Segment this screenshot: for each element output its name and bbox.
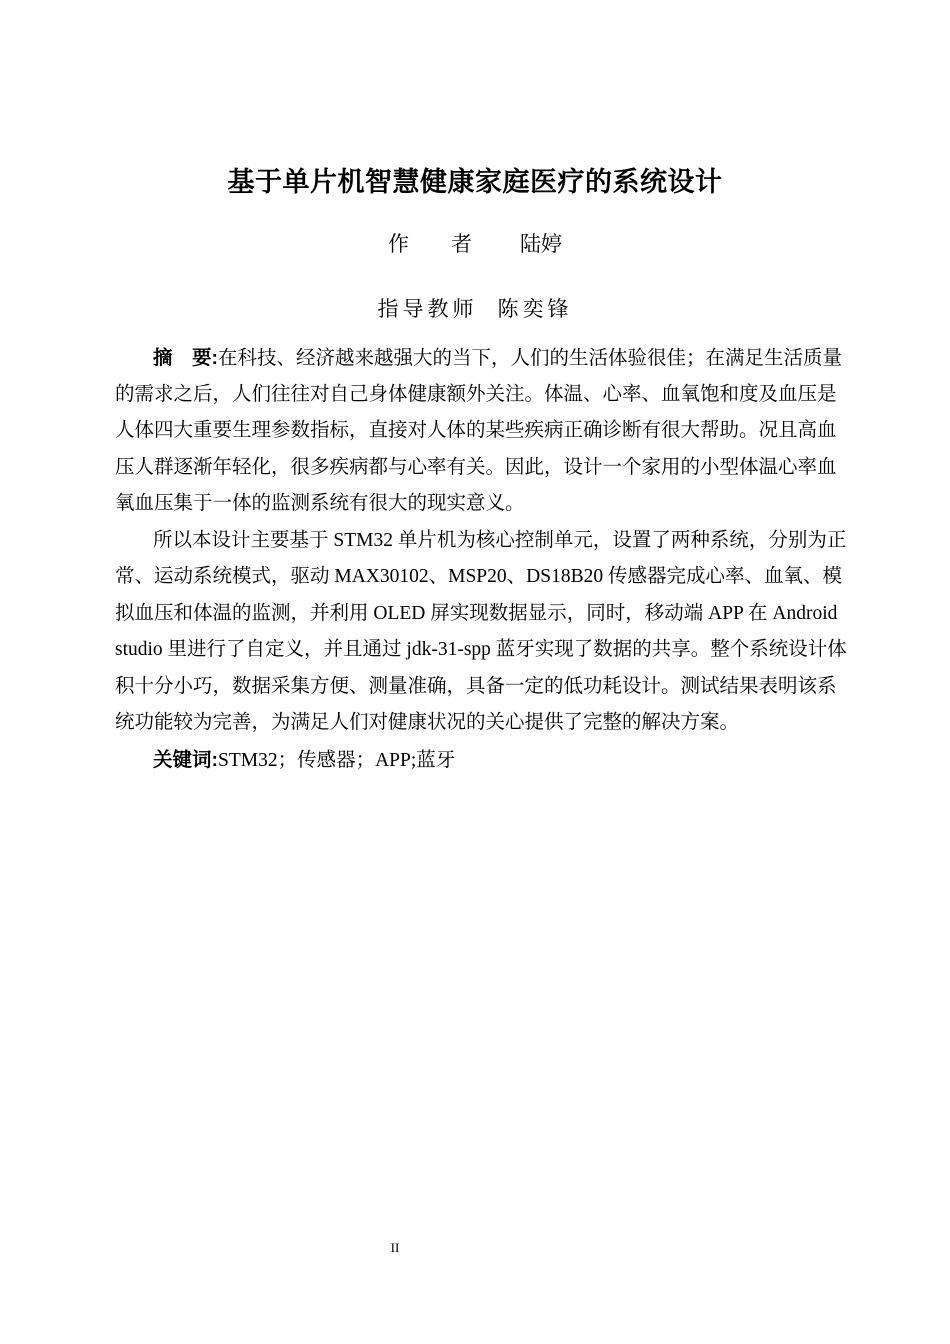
abstract-line: 氧血压集于一体的监测系统有很大的现实意义。 bbox=[115, 493, 525, 514]
author-name: 陆婷 bbox=[520, 232, 562, 256]
abstract-line: 压人群逐渐年轻化，很多疾病都与心率有关。因此，设计一个家用的小型体温心率血 bbox=[115, 456, 837, 478]
abstract-line: 人体四大重要生理参数指标，直接对人体的某些疾病正确诊断有很大帮助。况且高血 bbox=[115, 420, 837, 441]
abstract-line: 拟血压和体温的监测，并利用 OLED 屏实现数据显示，同时，移动端 APP 在 Android bbox=[115, 602, 838, 624]
abstract-line: 的需求之后，人们往往对自己身体健康额外关注。体温、心率、血氧饱和度及血压是 bbox=[115, 383, 837, 405]
abstract-line: 统功能较为完善，为满足人们对健康状况的关心提供了完整的解决方案。 bbox=[115, 712, 740, 733]
abstract-line: 所以本设计主要基于 STM32 单片机为核心控制单元，设置了两种系统，分别为正 bbox=[153, 529, 847, 551]
advisor-line bbox=[0, 293, 950, 323]
keywords-value: STM32；传感器；APP;蓝牙 bbox=[218, 749, 456, 771]
abstract-line: 积十分小巧，数据采集方便、测量准确，具备一定的低功耗设计。测试结果表明该系 bbox=[115, 675, 837, 697]
author-label: 作 者 bbox=[388, 232, 472, 256]
abstract-label: 摘 要: bbox=[153, 347, 218, 369]
abstract bbox=[115, 340, 847, 778]
abstract-line bbox=[115, 340, 843, 377]
abstract-line: 常、运动系统模式，驱动 MAX30102、MSP20、DS18B20 传感器完成心率、血氧、模 bbox=[115, 566, 842, 587]
document-title: 基于单片机智慧健康家庭医疗的系统设计 bbox=[227, 167, 723, 197]
abstract-line: studio 里进行了自定义，并且通过 jdk-31-spp 蓝牙实现了数据的共享。整个系统设计体 bbox=[115, 639, 847, 660]
author-line bbox=[0, 228, 950, 258]
advisor-label: 指导教师 bbox=[377, 297, 478, 321]
text: 在科技、经济越来越强大的当下，人们的生活体验很佳；在满足生活质量 bbox=[218, 348, 843, 369]
page-number: II bbox=[390, 1240, 400, 1255]
keywords-label: 关键词: bbox=[153, 748, 218, 771]
keywords-line bbox=[115, 742, 836, 779]
advisor-name: 陈奕锋 bbox=[497, 297, 573, 321]
